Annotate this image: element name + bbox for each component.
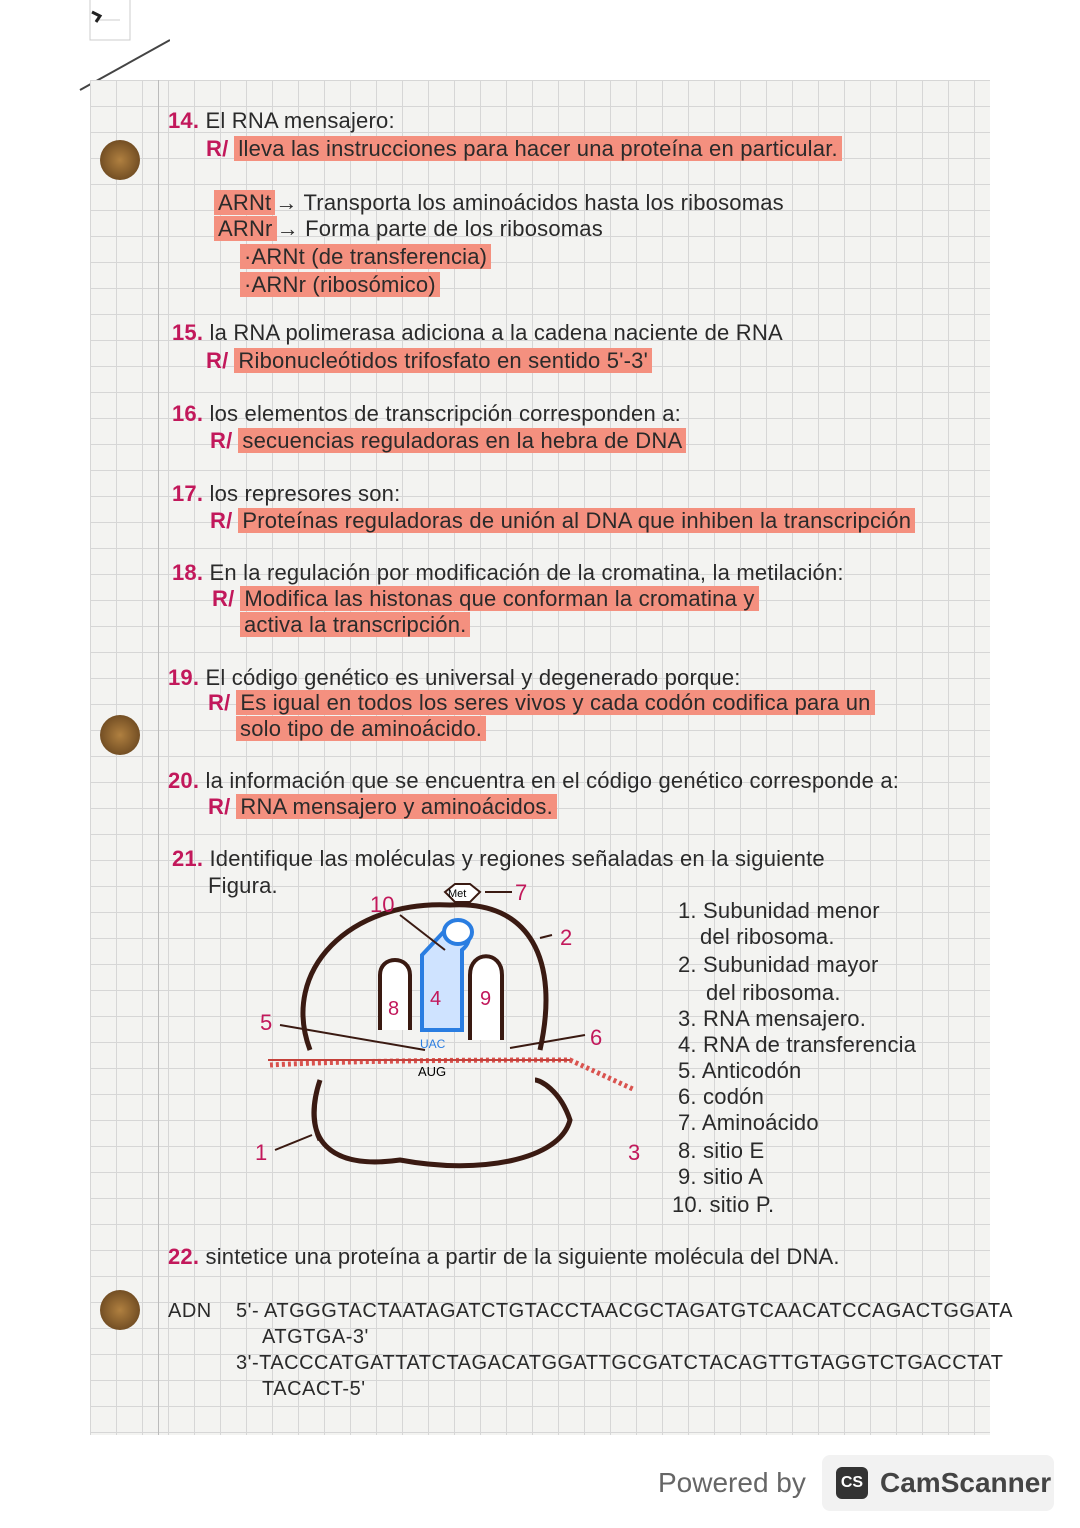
note-arnt: ARNt → Transporta los aminoácidos hasta los ribosomas <box>214 190 784 216</box>
question-14 <box>168 108 395 134</box>
svg-text:Met: Met <box>448 888 467 900</box>
camscanner-logo-icon: CS <box>836 1467 868 1499</box>
binding-hole <box>100 1290 140 1330</box>
mrna <box>270 1060 635 1090</box>
svg-text:6: 6 <box>590 1025 603 1050</box>
svg-text:3: 3 <box>628 1140 641 1165</box>
note-bullet: ·ARNt (de transferencia) <box>240 244 491 270</box>
question-21: 21. Identifique las moléculas y regiones señaladas en la siguiente <box>172 846 825 871</box>
question-21-cont: Figura. <box>208 873 278 898</box>
ribosome-diagram <box>240 880 660 1180</box>
margin-line <box>158 80 159 1435</box>
answer-17: R/ Proteínas reguladoras de unión al DNA que inhiben la transcripción <box>210 508 915 534</box>
svg-text:UAC: UAC <box>420 1037 446 1051</box>
small-subunit <box>314 1080 570 1166</box>
svg-text:2: 2 <box>560 925 573 950</box>
answer-14: R/ lleva las instrucciones para hacer una proteína en particular. <box>206 136 842 162</box>
svg-text:1: 1 <box>255 1140 268 1165</box>
svg-text:10: 10 <box>370 892 395 917</box>
svg-text:AUG: AUG <box>418 1064 447 1079</box>
note-arnr: ARNr → Forma parte de los ribosomas <box>214 216 603 242</box>
highlighted-answer: lleva las instrucciones para hacer una proteína en particular. <box>234 136 841 161</box>
question-17: 17. los represores son: <box>172 481 401 506</box>
svg-text:4: 4 <box>430 988 442 1010</box>
answer-16: R/ secuencias reguladoras en la hebra de DNA <box>210 428 686 454</box>
binding-hole <box>100 140 140 180</box>
question-22: 22. sintetice una proteína a partir de la siguiente molécula del DNA. <box>168 1244 840 1269</box>
svg-text:5: 5 <box>260 1010 273 1035</box>
camscanner-watermark: Powered by CS CamScanner <box>650 1455 1060 1515</box>
dna-label: ADN <box>168 1300 212 1322</box>
dna-strand-5-3: 5'- ATGGGTACTAATAGATCTGTACCTAACGCTAGATGTCAACATCCAGACTGGATA <box>236 1300 1013 1322</box>
question-20: 20. la información que se encuentra en el código genético corresponde a: <box>168 768 900 793</box>
note-bullet: ·ARNr (ribosómico) <box>240 272 440 298</box>
answer-15: R/ Ribonucleótidos trifosfato en sentido 5'-3' <box>206 348 652 374</box>
dna-strand-3-5-cont: TACACT-5' <box>262 1378 366 1400</box>
question-19: 19. El código genético es universal y degenerado porque: <box>168 665 741 690</box>
answer-18-cont: activa la transcripción. <box>240 612 470 638</box>
notebook-page <box>90 80 990 1435</box>
svg-text:9: 9 <box>480 988 492 1010</box>
answer-20: R/ RNA mensajero y aminoácidos. <box>208 794 557 820</box>
question-16: 16. los elementos de transcripción corresponden a: <box>172 401 681 426</box>
dna-strand-5-3-cont: ATGTGA-3' <box>262 1326 369 1348</box>
question-number: 14. <box>168 108 200 133</box>
question-18: 18. En la regulación por modificación de la cromatina, la metilación: <box>172 560 844 585</box>
answer-19: R/ Es igual en todos los seres vivos y cada codón codifica para un <box>208 690 875 716</box>
question-text: El RNA mensajero: <box>205 108 395 133</box>
camscanner-badge: CS CamScanner <box>822 1455 1054 1511</box>
dna-strand-3-5: 3'-TACCCATGATTATCTAGACATGGATTGCGATCTACAGTTGTAGGTCTGACCTAT <box>236 1352 1004 1374</box>
svg-text:7: 7 <box>515 880 528 905</box>
binding-hole <box>100 715 140 755</box>
answer-19-cont: solo tipo de aminoácido. <box>236 716 486 742</box>
svg-text:8: 8 <box>388 998 400 1020</box>
answer-18: R/ Modifica las histonas que conforman la cromatina y <box>212 586 759 612</box>
question-15: 15. la RNA polimerasa adiciona a la cadena naciente de RNA <box>172 320 783 345</box>
